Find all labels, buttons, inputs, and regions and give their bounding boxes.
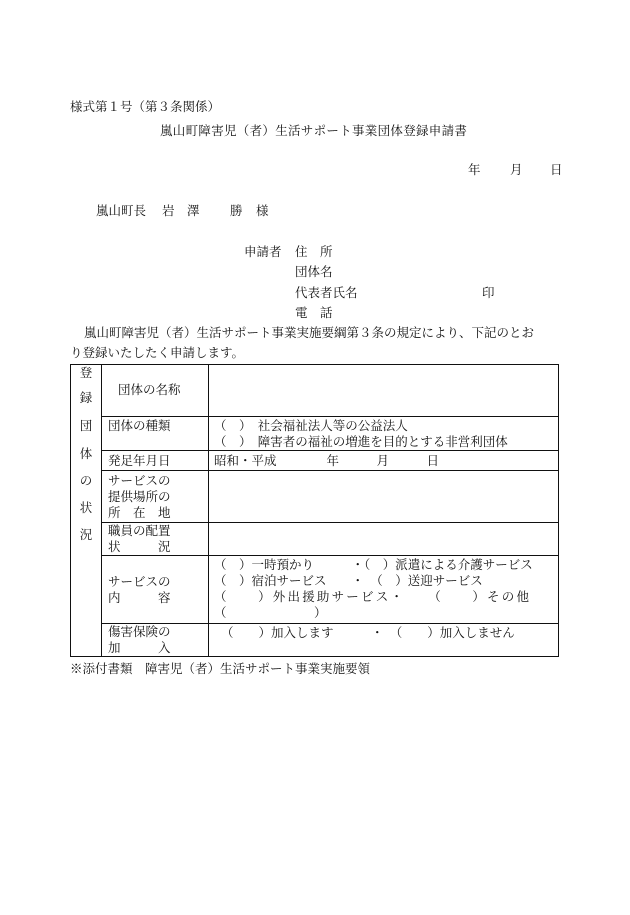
location-label-3: 所 在 地 — [108, 505, 171, 520]
date-month: 月 — [510, 162, 523, 177]
insurance-label-1: 傷害保険の — [108, 624, 171, 639]
side-header-char-2: 録 — [79, 390, 93, 405]
applicant-address-label: 住 所 — [295, 244, 333, 259]
staff-label-2: 状 況 — [108, 539, 171, 554]
group-name-label: 団体の名称 — [118, 382, 181, 397]
group-name-field[interactable] — [213, 369, 553, 413]
location-label-1: サービスの — [108, 473, 171, 488]
service-option-line-1[interactable]: （ ）一時預かり ・（ ）派遣による介護サービス — [214, 557, 533, 572]
body-text-line2: り登録いたしたく申請します。 — [70, 345, 245, 360]
side-header-char-1: 登 — [79, 365, 93, 380]
side-header-char-5: の — [79, 473, 93, 488]
location-label-2: 提供場所の — [108, 489, 171, 504]
page-title: 嵐山町障害児（者）生活サポート事業団体登録申請書 — [160, 123, 468, 138]
attachment-note: ※添付書類 障害児（者）生活サポート事業実施要領 — [70, 661, 371, 676]
addressee-label: 嵐山町長 — [96, 203, 147, 218]
addressee-name-2: 澤 — [187, 203, 200, 218]
addressee-name-3: 勝 — [230, 203, 243, 218]
addressee-name-1: 岩 — [162, 203, 175, 218]
founded-date-value[interactable]: 昭和・平成 年 月 日 — [214, 453, 440, 468]
service-label-1: サービスの — [108, 574, 171, 589]
body-text-line1: 嵐山町障害児（者）生活サポート事業実施要綱第３条の規定により、下記のとお — [84, 325, 535, 340]
staff-field[interactable] — [213, 525, 553, 553]
form-number: 様式第１号（第３条関係） — [70, 99, 221, 114]
date-day: 日 — [550, 162, 563, 177]
founded-date-label: 発足年月日 — [108, 453, 171, 468]
group-type-label: 団体の種類 — [108, 418, 171, 433]
applicant-label: 申請者 — [244, 244, 282, 259]
seal-mark: 印 — [482, 285, 495, 300]
staff-label-1: 職員の配置 — [108, 523, 171, 538]
applicant-phone-label: 電 話 — [295, 305, 333, 320]
insurance-options[interactable]: （ ）加入します ・ （ ）加入しません — [221, 625, 515, 640]
group-type-option-1[interactable]: （ ） 社会福祉法人等の公益法人 — [214, 418, 408, 433]
addressee-honorific: 様 — [256, 203, 269, 218]
side-header-char-3: 団 — [79, 418, 93, 433]
location-field[interactable] — [213, 475, 553, 519]
side-header-char-4: 体 — [79, 446, 93, 461]
side-header-char-6: 状 — [79, 500, 93, 515]
side-header-char-7: 況 — [79, 527, 93, 542]
service-option-line-3[interactable]: （ ）外出援助サービス・ （ ）その他 — [214, 589, 532, 604]
group-type-option-2[interactable]: （ ） 障害者の福祉の増進を目的とする非営利団体 — [214, 434, 508, 449]
date-year: 年 — [468, 162, 481, 177]
insurance-label-2: 加 入 — [108, 640, 171, 655]
applicant-representative-label: 代表者氏名 — [295, 285, 358, 300]
service-option-line-2[interactable]: （ ）宿泊サービス ・ （ ）送迎サービス — [214, 573, 483, 588]
registration-form-table — [70, 364, 559, 657]
applicant-group-name-label: 団体名 — [295, 264, 333, 279]
service-option-line-4[interactable]: （ ） — [214, 605, 327, 620]
service-label-2: 内 容 — [108, 590, 171, 605]
